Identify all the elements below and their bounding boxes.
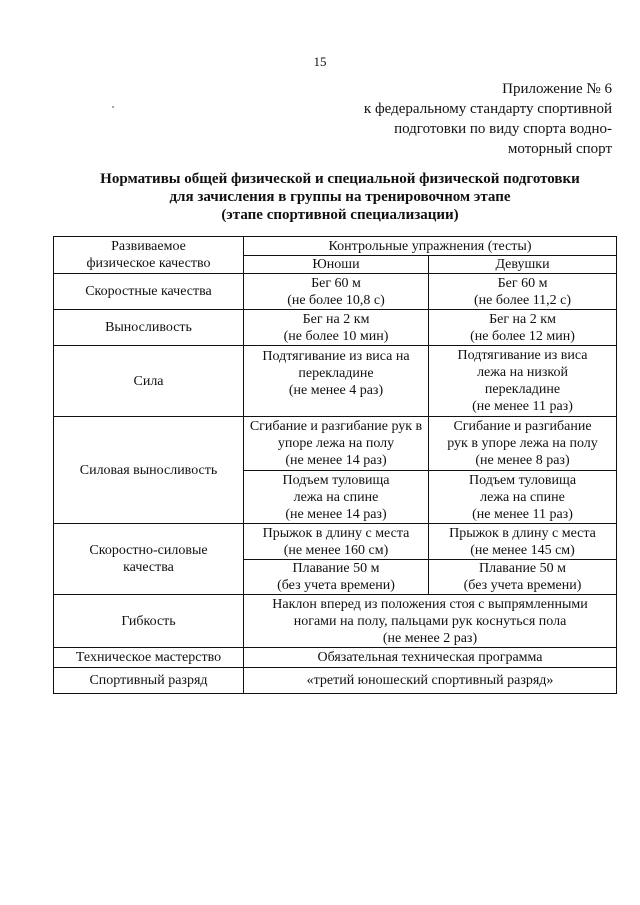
cell-line: Сгибание и разгибание	[453, 419, 592, 434]
girls-cell	[429, 310, 617, 346]
cell-line: (без учета времени)	[463, 578, 582, 593]
table-row	[54, 310, 617, 346]
quality-cell: Спортивный разряд	[54, 668, 244, 694]
header-boys-cell: Юноши	[244, 256, 429, 274]
cell-line: Прыжок в длину с места	[262, 525, 410, 541]
cell-line: лежа на спине	[480, 489, 565, 505]
boys-cell	[244, 274, 429, 310]
quality-line: качества	[123, 560, 174, 575]
cell-line: Подтягивание из виса	[457, 348, 588, 363]
table-header-row	[54, 237, 617, 256]
combined-test-cell: «третий юношеский спортивный разряд»	[244, 668, 617, 694]
cell-line: Наклон вперед из положения стоя с выпрямленными	[272, 596, 588, 612]
header-tests-cell: Контрольные упражнения (тесты)	[244, 237, 617, 256]
cell-line: ногами на полу, пальцами рук коснуться пола	[293, 613, 567, 629]
table-row	[54, 274, 617, 310]
girls-cell	[429, 560, 617, 595]
cell-line: (не менее 14 раз)	[285, 453, 387, 468]
appendix-line: Приложение № 6	[502, 81, 612, 97]
boys-cell	[244, 310, 429, 346]
cell-line: Плавание 50 м	[479, 561, 567, 576]
appendix-line: к федеральному стандарту спортивной	[363, 101, 612, 117]
appendix-block	[282, 79, 612, 159]
cell-line: Сгибание и разгибание рук в	[249, 419, 423, 434]
cell-line: Подъем туловища	[468, 472, 577, 488]
cell-line: (не менее 14 раз)	[285, 506, 387, 522]
scan-speck	[112, 106, 114, 108]
cell-line: Бег на 2 км	[302, 311, 370, 327]
table-row	[54, 668, 617, 694]
combined-test-cell	[244, 595, 617, 648]
cell-line: (без учета времени)	[277, 578, 395, 593]
page-number: 15	[313, 54, 327, 69]
boys-cell	[244, 346, 429, 417]
title-line: для зачисления в группы на тренировочном этапе	[169, 189, 511, 205]
cell-line: упоре лежа на полу	[277, 436, 395, 451]
quality-cell	[54, 524, 244, 595]
cell-line: Плавание 50 м	[292, 561, 380, 576]
table-row	[54, 648, 617, 668]
quality-cell: Сила	[54, 346, 244, 417]
cell-line: Подъем туловища	[282, 472, 390, 488]
title-line: (этапе спортивной специализации)	[221, 207, 459, 223]
quality-cell: Гибкость	[54, 595, 244, 648]
boys-cell	[244, 471, 429, 524]
cell-line: перекладине	[484, 382, 561, 397]
cell-line: перекладине	[298, 366, 374, 381]
norms-table	[53, 236, 617, 694]
girls-cell	[429, 274, 617, 310]
cell-line: Подтягивание из виса на	[262, 349, 410, 364]
boys-cell	[244, 560, 429, 595]
combined-test-cell: Обязательная техническая программа	[244, 648, 617, 668]
header-quality-cell	[54, 237, 244, 274]
cell-line: (не более 11,2 с)	[473, 292, 572, 308]
table-row	[54, 346, 617, 417]
cell-line: (не более 10 мин)	[283, 328, 389, 344]
table-row	[54, 524, 617, 560]
table-row	[54, 417, 617, 471]
cell-line: рук в упоре лежа на полу	[447, 436, 598, 451]
cell-line: Бег на 2 км	[489, 311, 556, 327]
cell-line: (не менее 8 раз)	[475, 453, 570, 468]
girls-cell	[429, 471, 617, 524]
cell-line: лежа на низкой	[477, 365, 568, 380]
cell-line: Бег 60 м	[497, 275, 548, 291]
girls-cell	[429, 417, 617, 471]
cell-line: (не менее 4 раз)	[288, 383, 384, 398]
title-line: Нормативы общей физической и специальной физической подготовки	[100, 171, 580, 187]
girls-cell	[429, 524, 617, 560]
cell-line: Прыжок в длину с места	[449, 525, 596, 541]
cell-line: (не менее 160 см)	[283, 542, 389, 558]
document-title	[40, 170, 640, 224]
header-quality-line: Развиваемое	[111, 239, 186, 254]
cell-line: лежа на спине	[293, 489, 379, 505]
boys-cell	[244, 417, 429, 471]
cell-line: (не менее 145 см)	[470, 542, 575, 558]
appendix-line: моторный спорт	[507, 141, 612, 157]
cell-line: (не более 10,8 с)	[287, 292, 385, 308]
cell-line: (не более 12 мин)	[470, 328, 575, 344]
cell-line: (не менее 11 раз)	[472, 399, 573, 414]
header-quality-line: физическое качество	[86, 256, 211, 271]
quality-cell: Силовая выносливость	[54, 417, 244, 524]
appendix-line: подготовки по виду спорта водно-	[394, 121, 612, 137]
quality-cell: Техническое мастерство	[54, 648, 244, 668]
girls-cell	[429, 346, 617, 417]
quality-line: Скоростно-силовые	[89, 543, 208, 558]
cell-line: (не менее 11 раз)	[472, 506, 573, 522]
quality-cell: Выносливость	[54, 310, 244, 346]
cell-line: (не менее 2 раз)	[382, 630, 478, 646]
table-row	[54, 595, 617, 648]
cell-line: Бег 60 м	[311, 275, 361, 291]
quality-cell: Скоростные качества	[54, 274, 244, 310]
boys-cell	[244, 524, 429, 560]
header-girls-cell: Девушки	[429, 256, 617, 274]
